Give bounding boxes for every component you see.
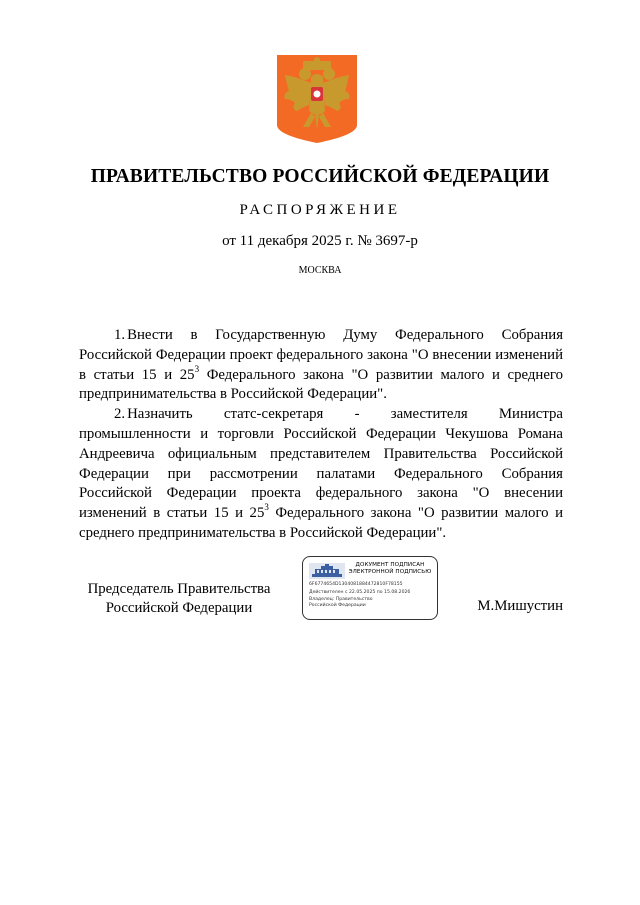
government-building-icon	[309, 563, 345, 579]
list-item: 2. Назначить статс-секретаря - заместителя Министра промышленности и торговли Российской Федерации Чекушова Романа Андреевича официальным представителем Правительства Российской Федерации при рассмотрении палатами Федерального Собрания Российской Федерации проекта федерального закона "О внесении изменений в статьи 15 и $25^3$ Федерального закона "О развитии малого и среднего предпринимательства в Российской Федерации".	[79, 406, 563, 541]
document-city: МОСКВА	[298, 265, 342, 276]
signatory-name: М.Мишустин	[477, 598, 563, 614]
certificate-owner: Владелец: Правительство Российской Федерации	[309, 597, 373, 608]
document-type: РАСПОРЯЖЕНИЕ	[239, 202, 401, 218]
document-date-number: от 11 декабря 2025 г. № 3697-р	[222, 233, 418, 249]
list-item: 1. Внести в Государственную Думу Федерального Собрания Российской Федерации проект федерального закона "О внесении изменений в статьи 15 и $25^3$ Федерального закона "О развитии малого и среднего предпринимательства в Российской Федерации".	[79, 327, 563, 403]
coat-of-arms-icon	[277, 55, 357, 143]
document-body	[79, 326, 563, 544]
electronic-signature-stamp: ДОКУМЕНТ ПОДПИСАН ЭЛЕКТРОННОЙ ПОДПИСЬЮ 6F6774654D1304081884472810F78155 Действителен с 22.05.2025 по 15.08.2026 Владелец: Правительство Российской Федерации	[302, 556, 438, 620]
government-title: ПРАВИТЕЛЬСТВО РОССИЙСКОЙ ФЕДЕРАЦИИ	[90, 166, 550, 187]
certificate-number: 6F6774654D1304081884472810F78155	[309, 582, 403, 587]
signatory-title: Председатель Правительства Российской Федерации	[87, 581, 271, 616]
certificate-validity: Действителен с 22.05.2025 по 15.08.2026	[309, 590, 411, 595]
